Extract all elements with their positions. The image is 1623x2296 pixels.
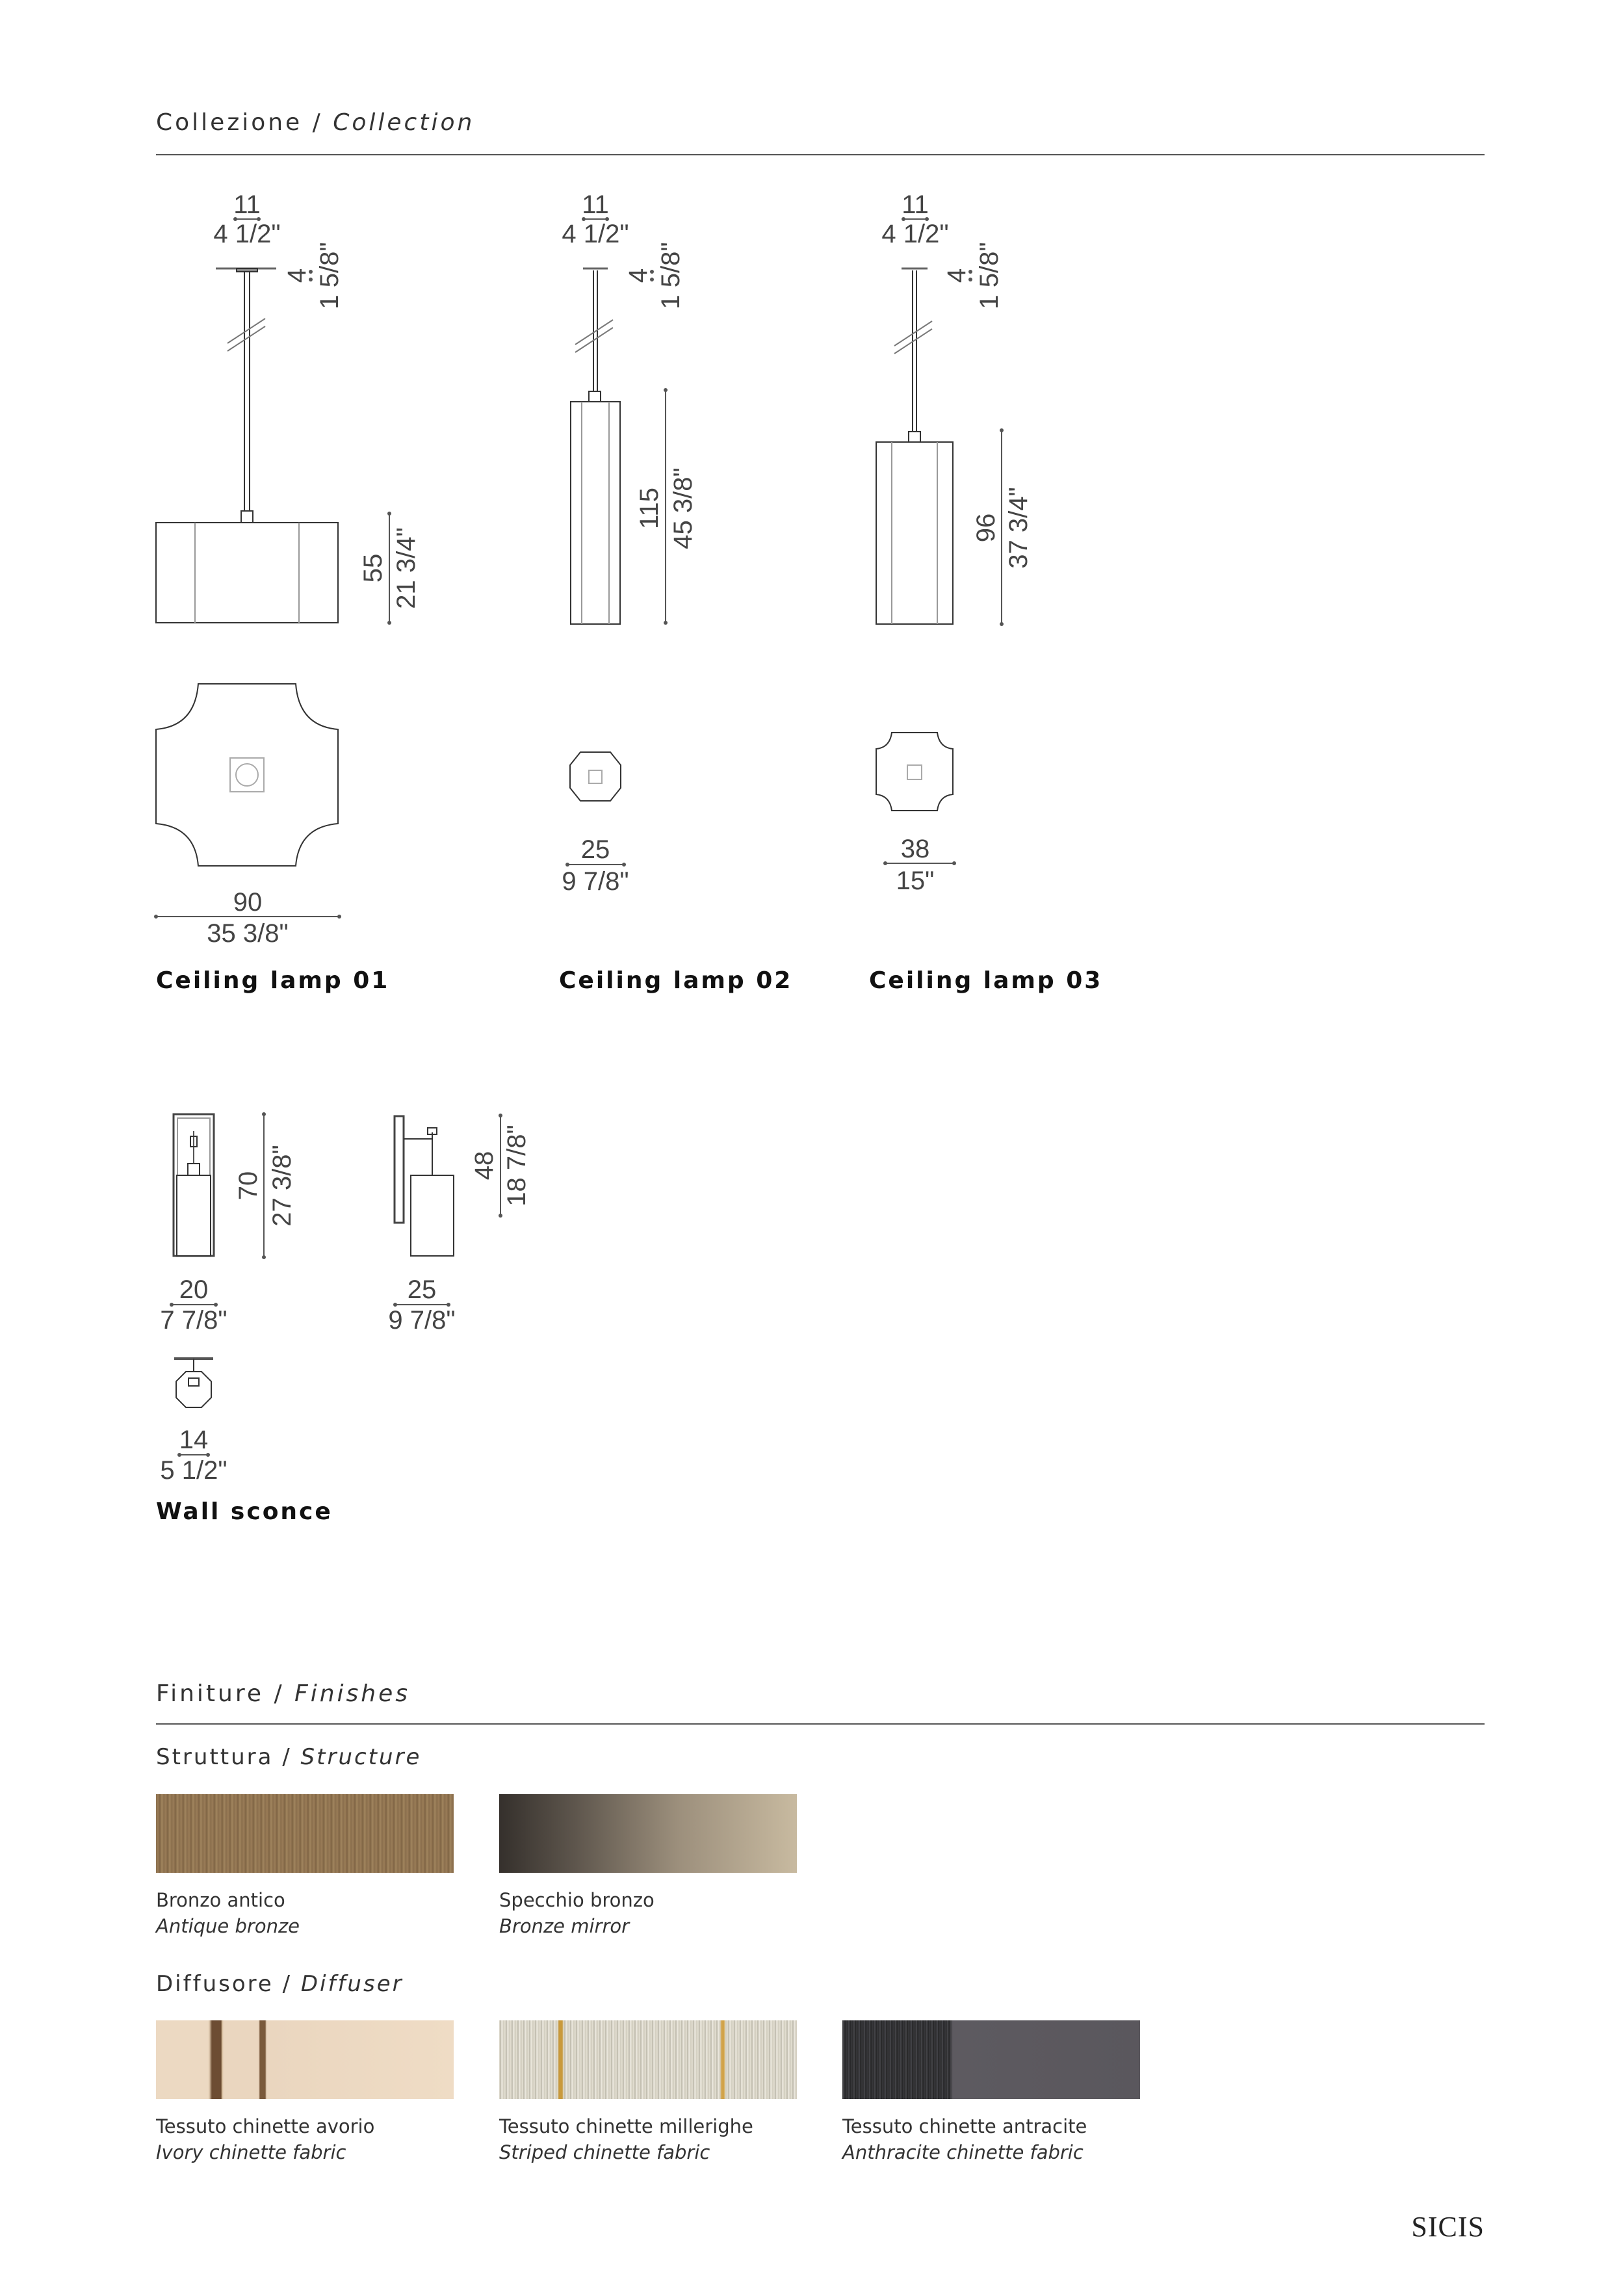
cl01-top-width-cm: 11	[233, 190, 261, 219]
cl01-width-cm: 90	[233, 888, 263, 917]
swatch-label-antique-bronze: Bronzo antico Antique bronze	[156, 1889, 300, 1937]
product-name-wall-sconce: Wall sconce	[156, 1498, 333, 1525]
collection-title-it: Collezione	[156, 109, 303, 136]
swatch-antique-bronze	[156, 1794, 454, 1873]
swatch-label-ivory-chinette: Tessuto chinette avorio Ivory chinette fabric	[156, 2115, 375, 2163]
ceiling-lamp-01-elevation	[156, 268, 389, 623]
ws-depth-in: 5 1/2"	[160, 1456, 227, 1485]
finishes-title-it: Finiture	[156, 1680, 264, 1707]
cl03-top-width-in: 4 1/2"	[881, 220, 949, 248]
collection-title-en: Collection	[333, 109, 475, 136]
cl01-height-cm: 55	[359, 553, 387, 583]
cl03-width-cm: 38	[900, 835, 930, 863]
ceiling-lamp-02-elevation	[571, 268, 666, 624]
cl01-top-height-cm: 4	[283, 268, 311, 283]
product-name-ceiling-lamp-01: Ceiling lamp 01	[156, 967, 390, 994]
product-name-ceiling-lamp-02: Ceiling lamp 02	[559, 967, 793, 994]
swatch-anthracite-chinette	[842, 2020, 1140, 2099]
cl03-height-in: 37 3/4"	[1004, 487, 1033, 569]
cl03-top-height-in: 1 5/8"	[975, 242, 1004, 309]
ws-height-side-cm: 48	[470, 1151, 499, 1181]
cl01-height-in: 21 3/4"	[392, 527, 421, 609]
cl02-width-in: 9 7/8"	[562, 867, 629, 896]
ws-height-side-in: 18 7/8"	[502, 1125, 531, 1207]
swatch-label-bronze-mirror: Specchio bronzo Bronze mirror	[499, 1889, 655, 1937]
cl02-height-cm: 115	[635, 488, 664, 529]
cl03-top-height-cm: 4	[942, 268, 971, 283]
ws-height-front-in: 27 3/8"	[268, 1145, 296, 1227]
swatch-bronze-mirror	[499, 1794, 797, 1873]
cl01-top-width-in: 4 1/2"	[213, 220, 281, 248]
cl03-width-in: 15"	[896, 867, 935, 895]
swatch-label-anthracite-chinette: Tessuto chinette antracite Anthracite chinette fabric	[842, 2115, 1087, 2163]
ws-width-side-cm: 25	[407, 1275, 437, 1304]
cl03-height-cm: 96	[972, 513, 1000, 543]
swatch-ivory-chinette	[156, 2020, 454, 2099]
swatch-label-striped-chinette: Tessuto chinette millerighe Striped chinette fabric	[499, 2115, 753, 2163]
diffuser-title: Diffusore / Diffuser	[156, 1971, 404, 1997]
ws-width-front-in: 7 7/8"	[160, 1306, 227, 1335]
ceiling-lamp-01-plan	[156, 684, 339, 917]
ws-depth-cm: 14	[179, 1426, 209, 1454]
swatch-striped-chinette	[499, 2020, 797, 2099]
finishes-divider	[156, 1723, 1485, 1725]
cl01-top-height-in: 1 5/8"	[315, 242, 344, 309]
cl02-top-height-in: 1 5/8"	[656, 242, 685, 309]
ws-height-front-cm: 70	[234, 1171, 263, 1201]
cl02-top-width-cm: 11	[582, 190, 609, 219]
structure-title: Struttura / Structure	[156, 1744, 422, 1770]
collection-title: Collezione / Collection	[156, 109, 475, 136]
cl02-height-in: 45 3/8"	[669, 467, 697, 549]
ws-width-front-cm: 20	[179, 1275, 209, 1304]
cl02-top-height-cm: 4	[624, 268, 653, 283]
finishes-title: Finiture / Finishes	[156, 1680, 411, 1707]
finishes-title-en: Finishes	[294, 1680, 411, 1707]
ws-width-side-in: 9 7/8"	[388, 1306, 456, 1335]
cl03-top-width-cm: 11	[902, 190, 929, 219]
cl01-width-in: 35 3/8"	[207, 919, 289, 948]
ceiling-lamp-03-elevation	[876, 268, 1002, 624]
product-name-ceiling-lamp-03: Ceiling lamp 03	[869, 967, 1103, 994]
cl02-width-cm: 25	[580, 835, 610, 864]
brand-logo: SICIS	[1411, 2211, 1485, 2243]
cl02-top-width-in: 4 1/2"	[562, 220, 629, 248]
